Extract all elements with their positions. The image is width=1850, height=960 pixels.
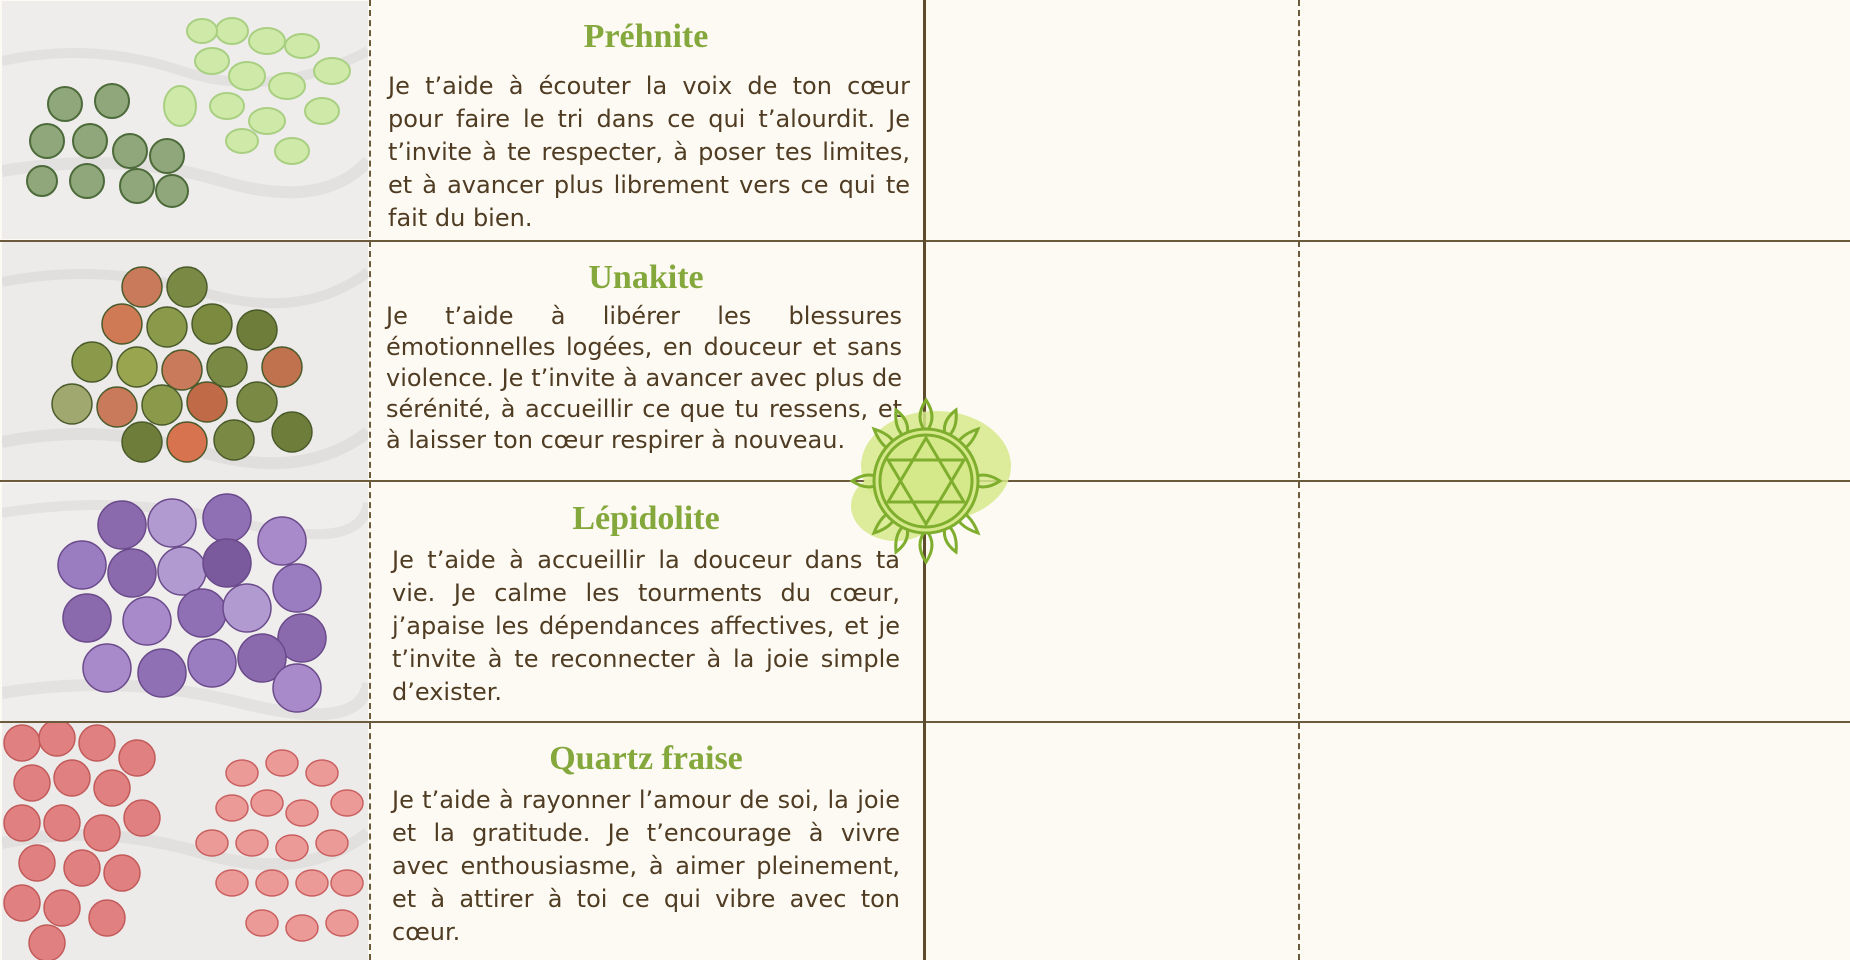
quartz-fraise-text-cell bbox=[372, 722, 920, 960]
prehnite-text-cell bbox=[372, 0, 920, 240]
stone-title: Préhnite bbox=[583, 18, 709, 55]
stone-title: Lépidolite bbox=[572, 500, 720, 537]
stone-description: Je t’aide à écouter la voix de ton cœur pour faire le tri dans ce qui t’alourdit. Je t’invite à te respecter, à poser tes limites, et à avancer plus librement vers ce qui te fait du bien. bbox=[388, 72, 910, 232]
column-divider-dashed bbox=[1298, 0, 1300, 960]
lepidolite-beads-image bbox=[2, 483, 368, 721]
strawberry-quartz-beads-image bbox=[2, 723, 368, 960]
column-divider-dashed bbox=[369, 0, 371, 960]
heart-chakra-icon bbox=[836, 396, 1016, 566]
stone-title: Quartz fraise bbox=[549, 740, 743, 777]
unakite-beads-image bbox=[2, 242, 368, 480]
stone-title: Unakite bbox=[588, 259, 704, 296]
stone-description: Je t’aide à rayonner l’amour de soi, la joie et la gratitude. Je t’encourage à vivre avec enthousiasme, à aimer pleinement, et à attirer à toi ce qui vibre avec ton cœur. bbox=[392, 786, 900, 946]
stone-description: Je t’aide à libérer les blessures émotionnelles logées, en douceur et sans violence. Je t’invite à avancer avec plus de sérénité, à accueillir ce que tu ressens, et à laisser ton cœur respirer à nouveau. bbox=[386, 302, 902, 454]
prehnite-beads-image bbox=[2, 1, 368, 239]
stone-description: Je t’aide à accueillir la douceur dans ta vie. Je calme les tourments du cœur, j’apaise les dépendances affectives, et je t’invite à te reconnecter à la joie simple d’exister. bbox=[392, 546, 900, 706]
